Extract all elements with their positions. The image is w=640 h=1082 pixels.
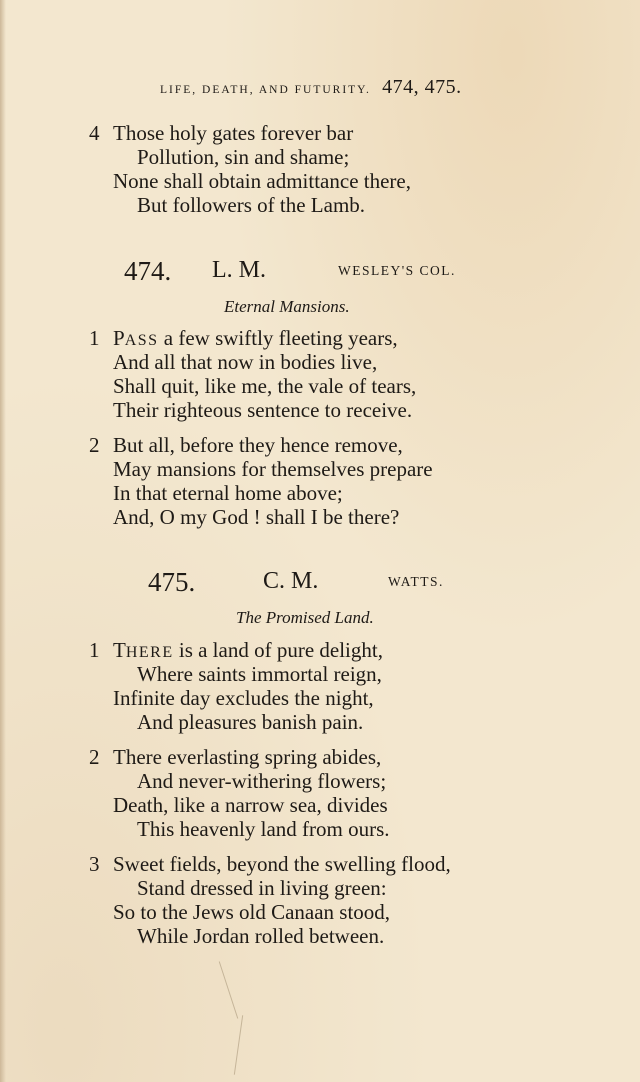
stanza-number: 2: [89, 745, 100, 769]
verse-line: There everlasting spring abides,: [113, 745, 382, 769]
verse-line: Pollution, sin and shame;: [137, 145, 350, 169]
page-edge-shadow: [0, 0, 6, 1082]
stanza-number: 2: [89, 433, 100, 457]
drop-cap: P: [113, 326, 125, 350]
verse-line: And, O my God ! shall I be there?: [113, 505, 400, 529]
hymn-number: 475.: [148, 567, 196, 597]
verse-line: Death, like a narrow sea, divides: [113, 793, 388, 817]
verse-line: And pleasures banish pain.: [137, 710, 364, 734]
hymn-subtitle: The Promised Land.: [236, 608, 374, 627]
verse-line: In that eternal home above;: [113, 481, 343, 505]
small-caps-word: ASS: [124, 332, 159, 349]
stray-mark: [219, 961, 238, 1018]
verse-line: Stand dressed in living green:: [137, 876, 387, 900]
verse-line: And all that now in bodies live,: [113, 350, 378, 374]
stanza-number: 1: [89, 326, 100, 350]
small-caps-word: HERE: [125, 644, 174, 661]
verse-line: Infinite day excludes the night,: [113, 686, 374, 710]
verse-line: So to the Jews old Canaan stood,: [113, 900, 391, 924]
verse-line: This heavenly land from ours.: [137, 817, 390, 841]
verse-line-first: [113, 638, 383, 665]
hymn-meter: L. M.: [212, 257, 266, 283]
running-head-title: LIFE, DEATH, AND FUTURITY.: [160, 84, 371, 96]
hymn-subtitle: Eternal Mansions.: [224, 297, 350, 316]
verse-line: May mansions for themselves prepare: [113, 457, 433, 481]
running-head: [160, 76, 552, 99]
stanza-number: 1: [89, 638, 100, 662]
running-head-pages: 474, 475.: [382, 76, 462, 98]
stray-mark: [234, 1015, 243, 1075]
verse-line-first: [113, 326, 398, 353]
hymn-author: WATTS.: [388, 574, 444, 589]
first-line-text: is a land of pure delight,: [173, 638, 383, 662]
verse-line: None shall obtain admittance there,: [113, 169, 411, 193]
first-line-text: a few swiftly fleeting years,: [158, 326, 398, 350]
verse-line: And never-withering flowers;: [137, 769, 387, 793]
stanza-number: 4: [89, 121, 100, 145]
hymn-number: 474.: [124, 256, 172, 286]
verse-line: While Jordan rolled between.: [137, 924, 385, 948]
verse-line: Where saints immortal reign,: [137, 662, 382, 686]
verse-line: But followers of the Lamb.: [137, 193, 366, 217]
verse-line: Those holy gates forever bar: [113, 121, 354, 145]
verse-line: Their righteous sentence to receive.: [113, 398, 413, 422]
verse-line: Sweet fields, beyond the swelling flood,: [113, 852, 451, 876]
hymn-meter: C. M.: [263, 568, 319, 594]
verse-line: Shall quit, like me, the vale of tears,: [113, 374, 417, 398]
drop-cap: T: [113, 638, 126, 662]
verse-line: But all, before they hence remove,: [113, 433, 403, 457]
stanza-number: 3: [89, 852, 100, 876]
hymn-author: WESLEY'S COL.: [338, 263, 456, 278]
